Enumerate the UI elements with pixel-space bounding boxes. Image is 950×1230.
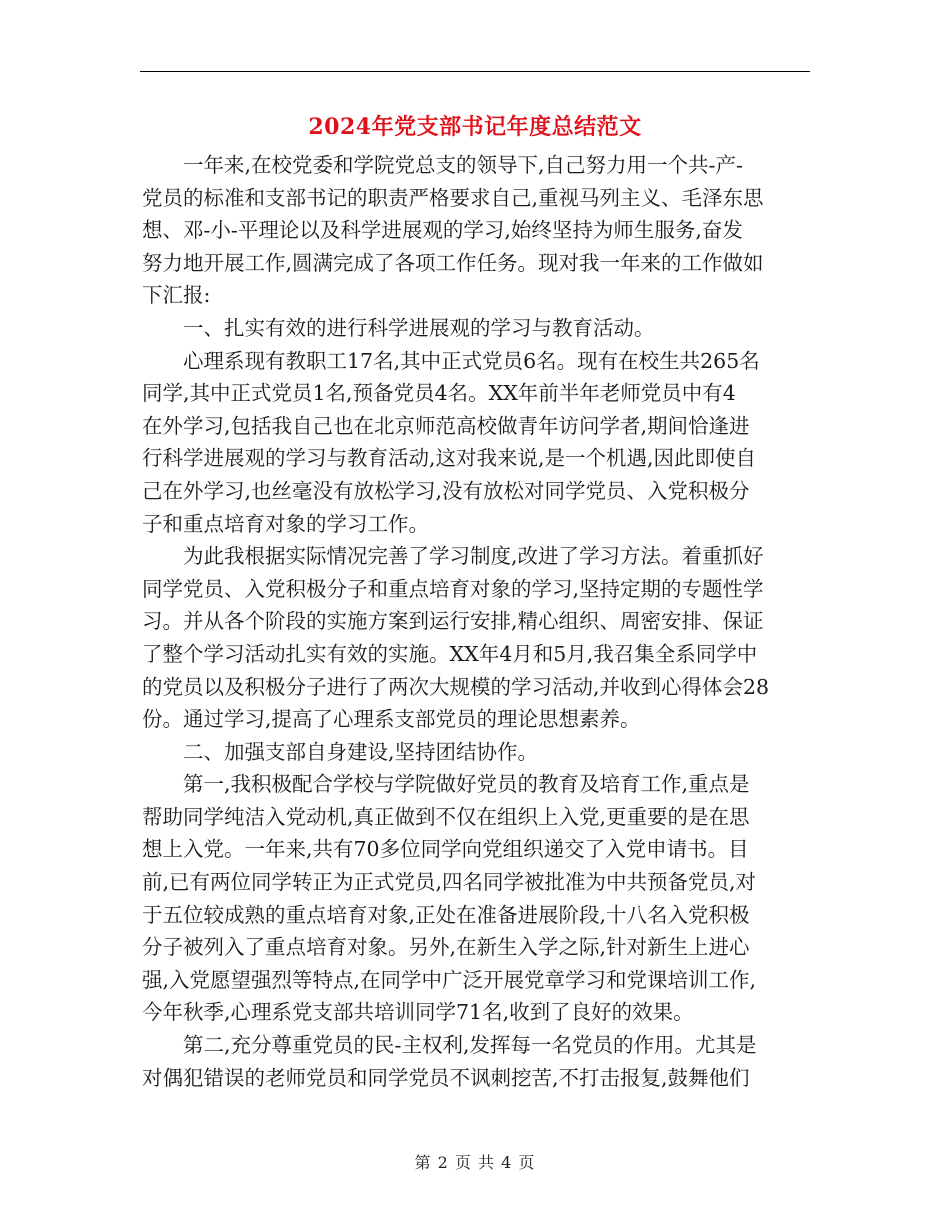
header-rule [140, 71, 810, 72]
text-line: 在外学习,包括我自己也在北京师范高校做青年访问学者,期间恰逢进 [142, 413, 750, 438]
text-line: 想上入党。一年来,共有70多位同学向党组织递交了入党申请书。目 [142, 837, 749, 862]
text-line: 今年秋季,心理系党支部共培训同学71名,收到了良好的效果。 [142, 1000, 694, 1025]
text-line: 帮助同学纯洁入党动机,真正做到不仅在组织上入党,更重要的是在思 [142, 804, 750, 829]
text-line: 下汇报: [142, 283, 211, 308]
paragraph-first-line: 一年来,在校党委和学院党总支的领导下,自己努力用一个共-产- [183, 153, 743, 177]
paragraph-first-line: 第二,充分尊重党员的民-主权利,发挥每一名党员的作用。尤其是 [183, 1033, 757, 1058]
text-line: 于五位较成熟的重点培育对象,正处在准备进展阶段,十八名入党积极 [142, 902, 750, 927]
page-footer: 第 2 页 共 4 页 [414, 1153, 536, 1172]
paragraph-first-line: 为此我根据实际情况完善了学习制度,改进了学习方法。着重抓好 [183, 544, 764, 569]
text-line: 己在外学习,也丝毫没有放松学习,没有放松对同学党员、入党积极分 [142, 478, 750, 503]
text-line: 努力地开展工作,圆满完成了各项工作任务。现对我一年来的工作做如 [142, 250, 764, 275]
text-line: 强,入党愿望强烈等特点,在同学中广泛开展党章学习和党课培训工作, [142, 967, 757, 992]
paragraph-first-line: 二、加强支部自身建设,坚持团结协作。 [183, 739, 539, 764]
text-line: 行科学进展观的学习与教育活动,这对我来说,是一个机遇,因此即使自 [142, 446, 757, 471]
document-body [142, 149, 808, 1094]
text-line: 前,已有两位同学转正为正式党员,四名同学被批准为中共预备党员,对 [142, 870, 757, 895]
text-line: 习。并从各个阶段的实施方案到运行安排,精心组织、周密安排、保证 [142, 609, 764, 634]
text-line: 分子被列入了重点培育对象。另外,在新生入学之际,针对新生上进心 [142, 935, 750, 960]
text-line: 党员的标准和支部书记的职责严格要求自己,重视马列主义、毛泽东思 [142, 185, 764, 210]
text-line: 的党员以及积极分子进行了两次大规模的学习活动,并收到心得体会28 [142, 674, 770, 699]
text-line: 想、邓-小-平理论以及科学进展观的学习,始终坚持为师生服务,奋发 [142, 218, 743, 243]
document-title: 2024年党支部书记年度总结范文 [308, 114, 642, 140]
paragraph-first-line: 第一,我积极配合学校与学院做好党员的教育及培育工作,重点是 [183, 772, 750, 797]
text-line: 了整个学习活动扎实有效的实施。XX年4月和5月,我召集全系同学中 [142, 641, 758, 666]
paragraph-first-line: 心理系现有教职工17名,其中正式党员6名。现有在校生共265名 [183, 348, 760, 373]
text-line: 份。通过学习,提高了心理系支部党员的理论思想素养。 [142, 707, 641, 732]
text-line: 子和重点培育对象的学习工作。 [142, 511, 429, 536]
text-line: 对偶犯错误的老师党员和同学党员不讽刺挖苦,不打击报复,鼓舞他们 [142, 1065, 750, 1090]
text-line: 同学党员、入党积极分子和重点培育对象的学习,坚持定期的专题性学 [142, 576, 764, 601]
text-line: 同学,其中正式党员1名,预备党员4名。XX年前半年老师党员中有4 [142, 381, 736, 406]
paragraph-first-line: 一、扎实有效的进行科学进展观的学习与教育活动。 [183, 315, 655, 340]
